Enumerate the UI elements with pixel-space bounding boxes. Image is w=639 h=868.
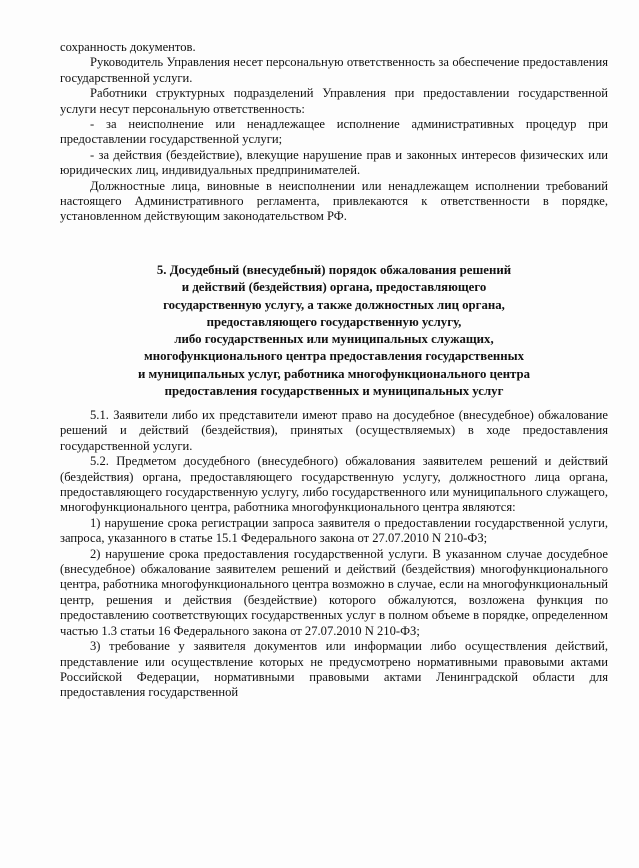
paragraph: Должностные лица, виновные в неисполнении или ненадлежащем исполнении требований настоящего Административного регламента, привлекаются к ответственности в порядке, установленном действующим законодательством РФ. [60, 178, 608, 224]
paragraph: сохранность документов. [60, 40, 196, 54]
heading-line: государственную услугу, а также должностных лиц органа, [163, 297, 505, 312]
paragraph: - за действия (бездействие), влекущие нарушение прав и законных интересов физических или юридических лиц, индивидуальных предпринимателей. [60, 147, 608, 178]
paragraph: 5.1. Заявители либо их представители имеют право на досудебное (внесудебное) обжалование решений и действий (бездействия), принятых (осуществляемых) в ходе предоставления государственной услуги. [60, 408, 608, 453]
paragraph: 3) требование у заявителя документов или информации либо осуществления действий, представление или осуществление которых не предусмотрено нормативными правовыми актами Российской Федерации, нормативными правовыми актами Ленинградской области для предоставления государственной [60, 639, 608, 700]
paragraph: Работники структурных подразделений Управления при предоставлении государственной услуги несут персональную ответственность: [60, 86, 608, 116]
heading-line: и муниципальных услуг, работника многофункционального центра [137, 366, 531, 381]
paragraph: 2) нарушение срока предоставления государственной услуги. В указанном случае досудебное (внесудебное) обжалование заявителем решений и действий (бездействия) многофункционального центра, работника многофункционального центра возможно в случае, если на многофункциональный центр, решения и действия (бездействие) которого обжалуются, возложена функция по предоставлению соответствующих государственных услуг в полном объеме в порядке, определенном частью 1.3 статьи 16 Федерального закона от 27.07.2010 N 210-ФЗ; [60, 546, 608, 638]
paragraph: 5.2. Предметом досудебного (внесудебного) обжалования заявителем решений и действий (бездействия) органа, предоставляющего государственную услугу, должностного лица органа, предоставляющего государственную услугу, либо государственного или муниципального служащего, многофункционального центра, работника многофункционального центра являются: [60, 454, 608, 515]
heading-line: и действий (бездействия) органа, предоставляющего [181, 280, 487, 295]
heading-line: либо государственных или муниципальных служащих, [174, 332, 494, 347]
heading-line: многофункционального центра предоставления государственных [143, 349, 525, 364]
heading-line: предоставляющего государственную услугу, [206, 314, 462, 329]
paragraph: 1) нарушение срока регистрации запроса заявителя о предоставлении государственной услуги, запроса, указанного в статье 15.1 Федерального закона от 27.07.2010 N 210-ФЗ; [60, 515, 608, 546]
section-5-body [60, 408, 608, 701]
heading-line: 5. Досудебный (внесудебный) порядок обжалования решений [156, 263, 512, 277]
heading-line: предоставления государственных и муниципальных услуг [164, 384, 504, 399]
section-4-tail [60, 40, 608, 225]
paragraph: - за неисполнение или ненадлежащее исполнение административных процедур при предоставлении государственной услуги; [60, 117, 608, 147]
section-5-heading [60, 262, 608, 400]
paragraph: Руководитель Управления несет персональную ответственность за обеспечение предоставления государственной услуги. [60, 55, 608, 85]
